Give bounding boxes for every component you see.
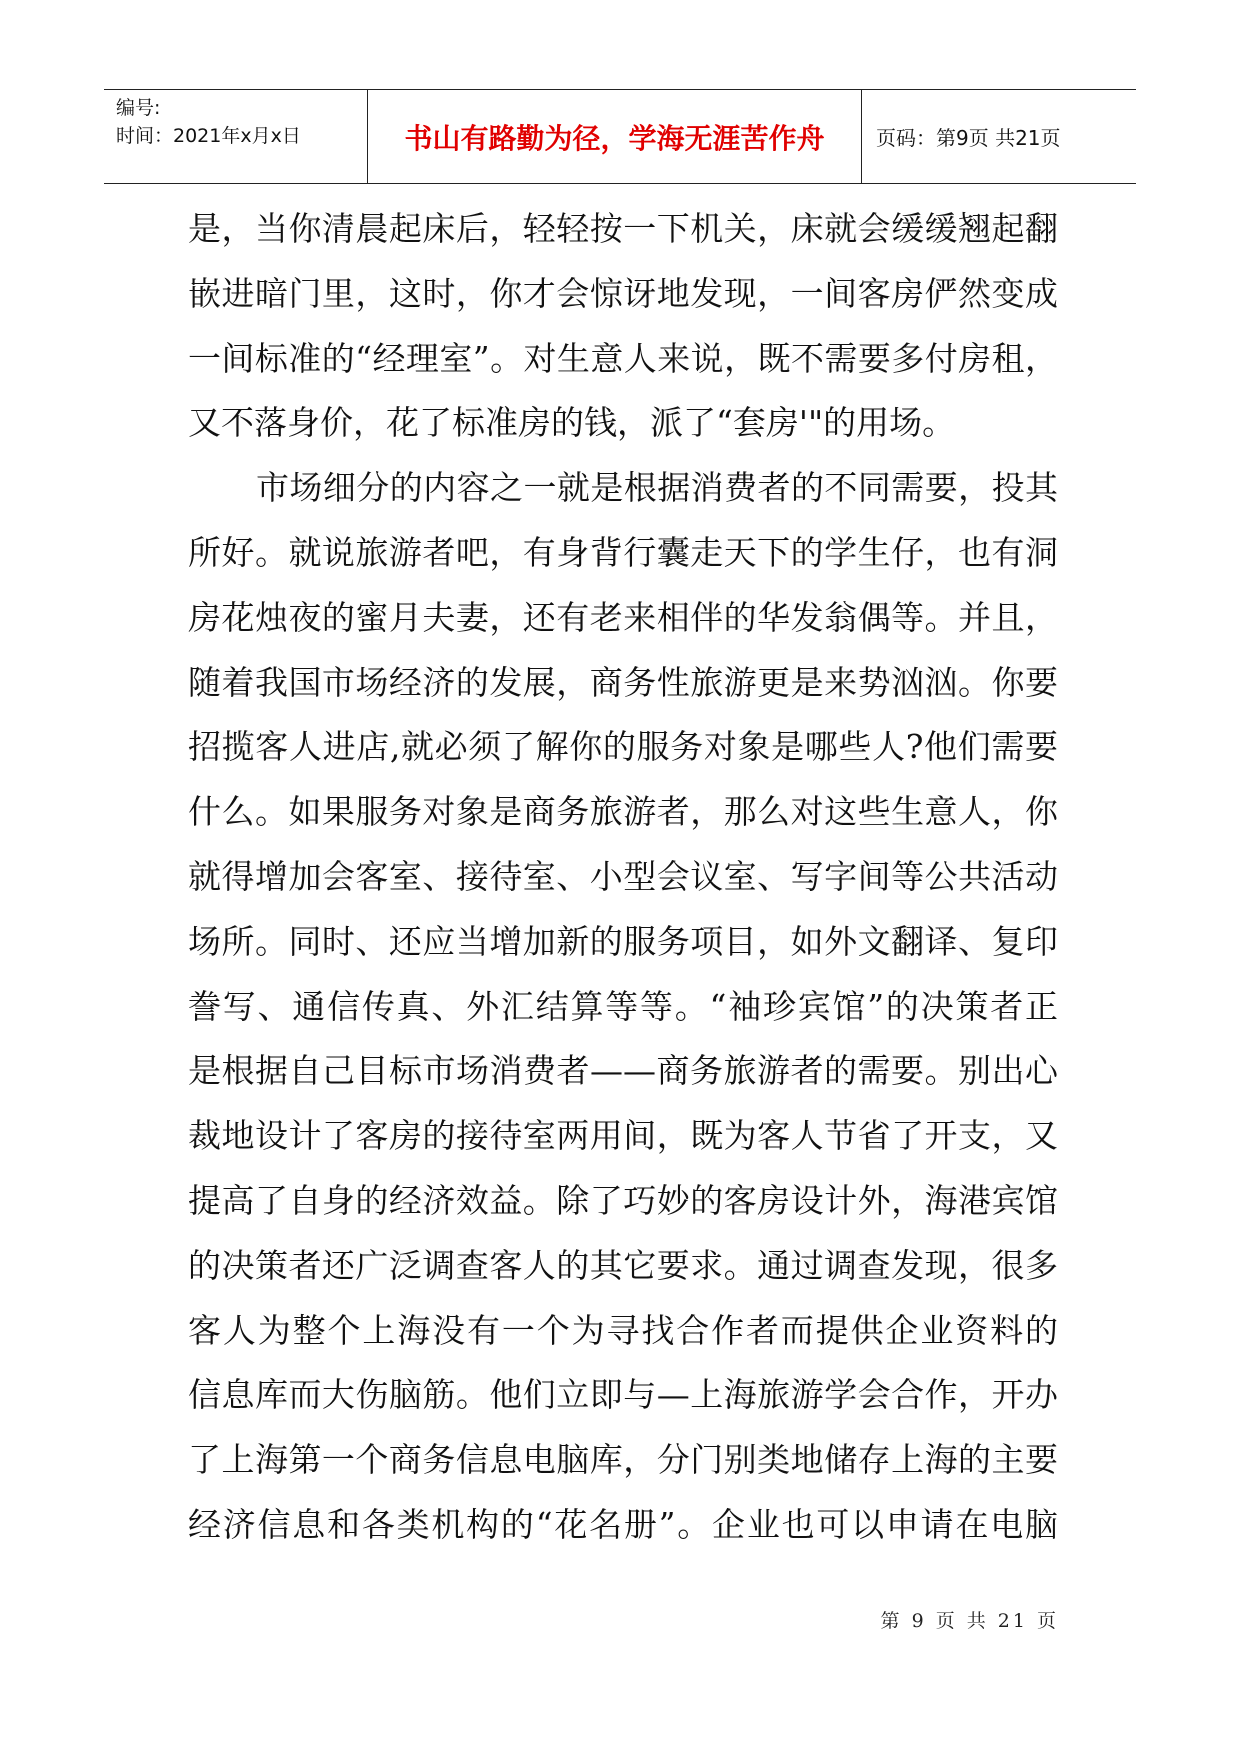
body-line: 场所。同时、还应当增加新的服务项目，如外文翻译、复印 (188, 921, 1058, 961)
body-line: 经济信息和各类机构的“花名册”。企业也可以申请在电脑 (188, 1504, 1058, 1544)
header-motto: 书山有路勤为径，学海无涯苦作舟 (404, 121, 825, 155)
document-body (188, 197, 1058, 1558)
body-line: 什么。如果服务对象是商务旅游者，那么对这些生意人，你 (188, 792, 1058, 832)
footer-page-number: 第 9 页 共 21 页 (880, 1610, 1059, 1632)
body-line: 又不落身价，花了标准房的钱，派了“套房'"的用场。 (188, 403, 956, 443)
header-motto-cell (368, 90, 862, 183)
body-line: 房花烛夜的蜜月夫妻，还有老来相伴的华发翁偶等。并且， (188, 597, 1058, 637)
header-page-cell (862, 90, 1136, 183)
body-line: 就得增加会客室、接待室、小型会议室、写字间等公共活动 (188, 856, 1058, 896)
header-time-label: 时间：2021年x月x日 (116, 125, 301, 147)
page-header (104, 89, 1136, 184)
header-number-label: 编号: (116, 97, 161, 119)
body-line: 嵌进暗门里，这时，你才会惊讶地发现，一间客房俨然变成 (188, 273, 1058, 313)
body-line: 招揽客人进店,就必须了解你的服务对象是哪些人?他们需要 (188, 727, 1058, 767)
body-line: 是，当你清晨起床后，轻轻按一下机关，床就会缓缓翘起翻 (188, 209, 1058, 248)
body-line: 随着我国市场经济的发展，商务性旅游更是来势汹汹。你要 (188, 662, 1058, 702)
body-line: 提高了自身的经济效益。除了巧妙的客房设计外，海港宾馆 (188, 1180, 1058, 1220)
header-meta-cell (104, 90, 368, 183)
body-line: 市场细分的内容之一就是根据消费者的不同需要，投其 (256, 468, 1058, 508)
header-page-info: 页码：第9页 共21页 (876, 126, 1061, 150)
page-footer (881, 1606, 1059, 1633)
body-line: 裁地设计了客房的接待室两用间，既为客人节省了开支，又 (188, 1116, 1058, 1156)
body-line: 客人为整个上海没有一个为寻找合作者而提供企业资料的 (188, 1310, 1058, 1350)
body-line: 所好。就说旅游者吧，有身背行囊走天下的学生仔，也有洞 (188, 532, 1058, 572)
body-line: 一间标准的“经理室”。对生意人来说，既不需要多付房租， (188, 338, 1058, 378)
body-line: 的决策者还广泛调查客人的其它要求。通过调查发现，很多 (188, 1245, 1058, 1285)
body-line: 信息库而大伤脑筋。他们立即与—上海旅游学会合作，开办 (188, 1375, 1058, 1415)
body-line: 誊写、通信传真、外汇结算等等。“袖珍宾馆”的决策者正 (188, 986, 1058, 1026)
body-line: 是根据自己目标市场消费者——商务旅游者的需要。别出心 (188, 1051, 1058, 1091)
body-line: 了上海第一个商务信息电脑库，分门别类地储存上海的主要 (188, 1440, 1058, 1480)
